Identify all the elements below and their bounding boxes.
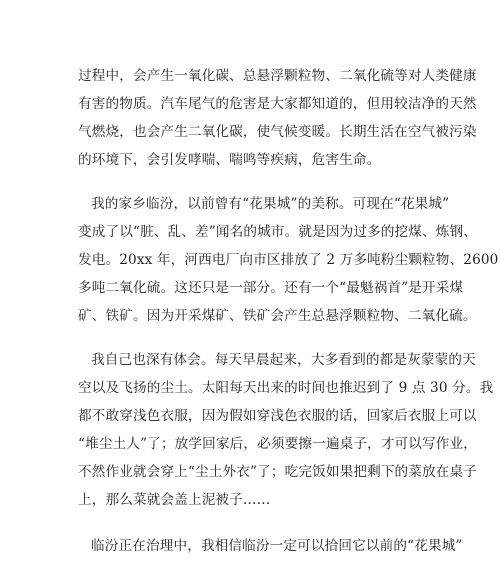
text-line: 不然作业就会穿上“尘土外衣”了；吃完饭如果把剩下的菜放在桌子 <box>78 464 478 480</box>
paragraph-hometown <box>78 190 499 330</box>
text-line: 发电。20xx 年，河西电厂向市区排放了 2 万多吨粉尘颗粒物、2600 <box>78 252 499 268</box>
paragraph-governance <box>78 532 463 560</box>
text-line: 我的家乡临汾，以前曾有“花果城”的美称。可现在“花果城” <box>91 196 450 212</box>
text-line: 临汾正在治理中，我相信临汾一定可以拾回它以前的“花果城” <box>91 538 463 554</box>
text-line: 矿、铁矿。因为开采煤矿、铁矿会产生总悬浮颗粒物、二氧化硫。 <box>78 308 477 324</box>
text-line: 过程中，会产生一氧化碳、总悬浮颗粒物、二氧化硫等对人类健康 <box>78 68 477 84</box>
text-line: 都不敢穿浅色衣服，因为假如穿浅色衣服的话，回家后衣服上可以 <box>78 408 477 424</box>
text-line: 我自己也深有体会。每天早晨起来，大多看到的都是灰蒙蒙的天 <box>91 352 476 368</box>
text-line: “堆尘土人”了；放学回家后，必须要擦一遍桌子，才可以写作业， <box>78 436 478 452</box>
text-line: 的环境下，会引发哮喘、喘鸣等疾病，危害生命。 <box>78 152 381 168</box>
text-line: 气燃烧，也会产生二氧化碳，使气候变暖。长期生活在空气被污染 <box>78 124 477 140</box>
text-line: 变成了以“脏、乱、差”闻名的城市。就是因为过多的挖煤、炼钢、 <box>78 224 478 240</box>
paragraph-personal-experience <box>78 346 494 514</box>
text-line: 空以及飞扬的尘土。太阳每天出来的时间也推迟到了 9 点 30 分。我 <box>78 380 494 396</box>
text-line: 多吨二氧化硫。这还只是一部分。还有一个“最魁祸首”是开采煤 <box>78 280 464 296</box>
text-line: 上，那么菜就会盖上泥被子…… <box>78 492 271 508</box>
text-line: 有害的物质。汽车尾气的危害是大家都知道的，但用较洁净的天然 <box>78 96 477 112</box>
paragraph-pollution-effects <box>78 62 477 174</box>
